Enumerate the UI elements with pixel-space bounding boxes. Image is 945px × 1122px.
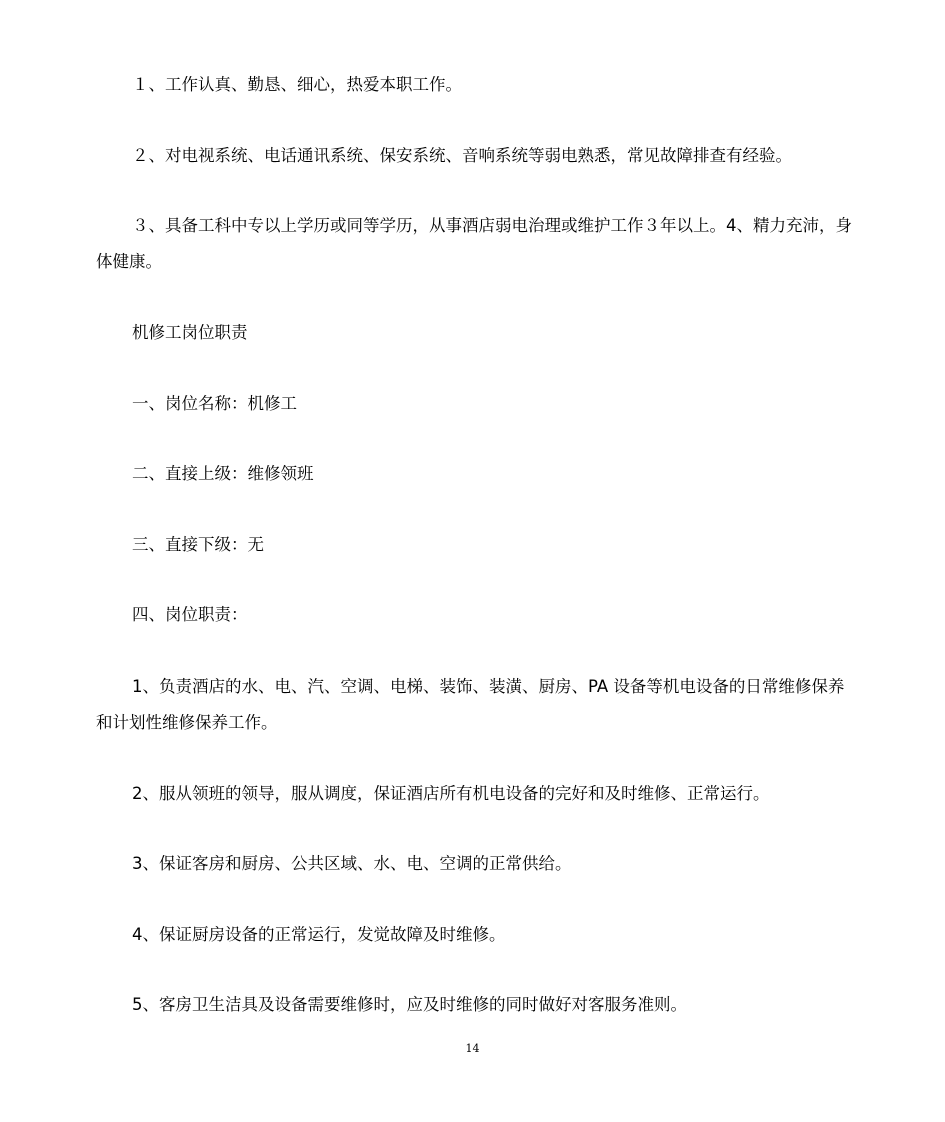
- requirement-1: １、工作认真、勤恳、细心，热爱本职工作。: [132, 75, 462, 94]
- job-title-line: 一、岗位名称：机修工: [132, 394, 297, 413]
- duty-1: 1、负责酒店的水、电、汽、空调、电梯、装饰、装潢、厨房、PA 设备等机电设备的日常维修保养和计划性维修保养工作。: [96, 677, 845, 732]
- duty-5: 5、客房卫生洁具及设备需要维修时，应及时维修的同时做好对客服务准则。: [132, 995, 687, 1014]
- section-title: 机修工岗位职责: [132, 323, 248, 342]
- requirement-2: ２、对电视系统、电话通讯系统、保安系统、音响系统等弱电熟悉，常见故障排查有经验。: [132, 146, 792, 165]
- direct-superior-line: 二、直接上级：维修领班: [132, 464, 314, 483]
- page-number: 14: [465, 1042, 480, 1055]
- duty-3: 3、保证客房和厨房、公共区域、水、电、空调的正常供给。: [132, 854, 572, 873]
- duty-2: 2、服从领班的领导，服从调度，保证酒店所有机电设备的完好和及时维修、正常运行。: [132, 784, 770, 803]
- direct-subordinate-line: 三、直接下级：无: [132, 535, 264, 554]
- duties-heading: 四、岗位职责：: [132, 605, 248, 624]
- duty-4: 4、保证厨房设备的正常运行，发觉故障及时维修。: [132, 925, 506, 944]
- requirement-3-4: ３、具备工科中专以上学历或同等学历，从事酒店弱电治理或维护工作３年以上。4、精力充沛，身体健康。: [96, 216, 852, 271]
